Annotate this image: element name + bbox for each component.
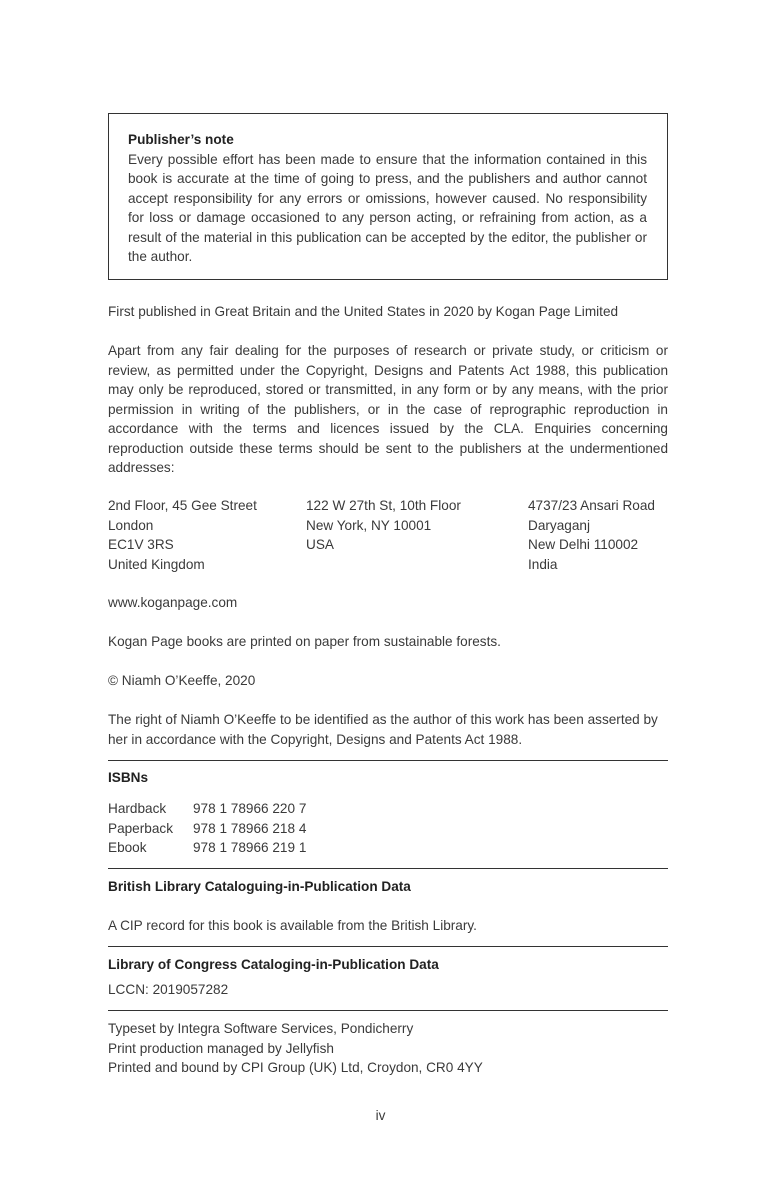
- isbn-format: Hardback: [108, 801, 167, 816]
- isbn-format: Paperback: [108, 820, 173, 836]
- british-library-text: A CIP record for this book is available from the British Library.: [108, 918, 477, 933]
- rights-statement: Apart from any fair dealing for the purposes of research or private study, or criticism or review, as permitted under the Copyright, Designs and Patents Act 1988, this publication may only be reproduced, stored or transmitted, in any form or by any means, with the prior permission in writing of the publishers, or in the case of reprographic reproduction in accordance with the terms and licences issued by the CLA. Enquiries concerning reproduction outside these terms should be sent to the publishers at the undermentioned addresses:: [108, 343, 668, 475]
- copyright-line: © Niamh O’Keeffe, 2020: [108, 673, 256, 688]
- typeset-credit: Typeset by Integra Software Services, Pondicherry: [108, 1021, 414, 1036]
- address-line: Daryaganj: [528, 517, 590, 533]
- isbn-number: 978 1 78966 219 1: [193, 840, 307, 855]
- divider: [108, 868, 668, 869]
- website-link[interactable]: www.koganpage.com: [108, 595, 238, 610]
- address-line: London: [108, 517, 154, 533]
- print-production-credit: Print production managed by Jellyfish: [108, 1040, 334, 1056]
- loc-heading: Library of Congress Cataloging-in-Publication Data: [108, 957, 439, 972]
- publishers-note-box: [108, 113, 668, 280]
- production-credits: [108, 1019, 668, 1078]
- address-line: EC1V 3RS: [108, 537, 174, 552]
- isbn-format: Ebook: [108, 840, 147, 855]
- address-line: New Delhi 110002: [528, 537, 639, 552]
- address-line: 2nd Floor, 45 Gee Street: [108, 498, 257, 513]
- publishers-note-title: Publisher’s note: [128, 132, 234, 147]
- address-line: 4737/23 Ansari Road: [528, 498, 655, 513]
- loc-lccn: LCCN: 2019057282: [108, 982, 229, 997]
- isbn-row: [108, 799, 668, 819]
- isbn-row: [108, 838, 668, 858]
- address-line: USA: [306, 537, 334, 552]
- isbn-number: 978 1 78966 218 4: [193, 820, 307, 836]
- divider: [108, 946, 668, 947]
- paper-note: Kogan Page books are printed on paper from sustainable forests.: [108, 634, 501, 649]
- isbn-number: 978 1 78966 220 7: [193, 801, 307, 816]
- address-line: New York, NY 10001: [306, 517, 432, 533]
- divider: [108, 1010, 668, 1011]
- page-number: iv: [375, 1108, 386, 1123]
- address-line: 122 W 27th St, 10th Floor: [306, 498, 461, 513]
- isbn-list: [108, 799, 668, 858]
- address-line: United Kingdom: [108, 556, 205, 572]
- first-published: First published in Great Britain and the United States in 2020 by Kogan Page Limited: [108, 304, 619, 319]
- address-us: [306, 496, 461, 555]
- publishers-note-body: Every possible effort has been made to ensure that the information contained in this book is accurate at the time of going to press, and the publishers and author cannot accept responsibility for any errors or omissions, however caused. No responsibility for loss or damage occasioned to any person acting, or refraining from action, as a result of the material in this publication can be accepted by the editor, the publisher or the author.: [128, 151, 647, 264]
- address-line: India: [528, 556, 558, 572]
- british-library-heading: British Library Cataloguing-in-Publication Data: [108, 879, 411, 894]
- isbns-heading: ISBNs: [108, 770, 149, 785]
- author-rights: The right of Niamh O’Keeffe to be identified as the author of this work has been asserted by her in accordance with the Copyright, Designs and Patents Act 1988.: [108, 712, 658, 747]
- printer-credit: Printed and bound by CPI Group (UK) Ltd, Croydon, CR0 4YY: [108, 1060, 483, 1075]
- address-uk: [108, 496, 257, 574]
- address-india: [528, 496, 655, 574]
- divider: [108, 760, 668, 761]
- isbn-row: [108, 819, 668, 839]
